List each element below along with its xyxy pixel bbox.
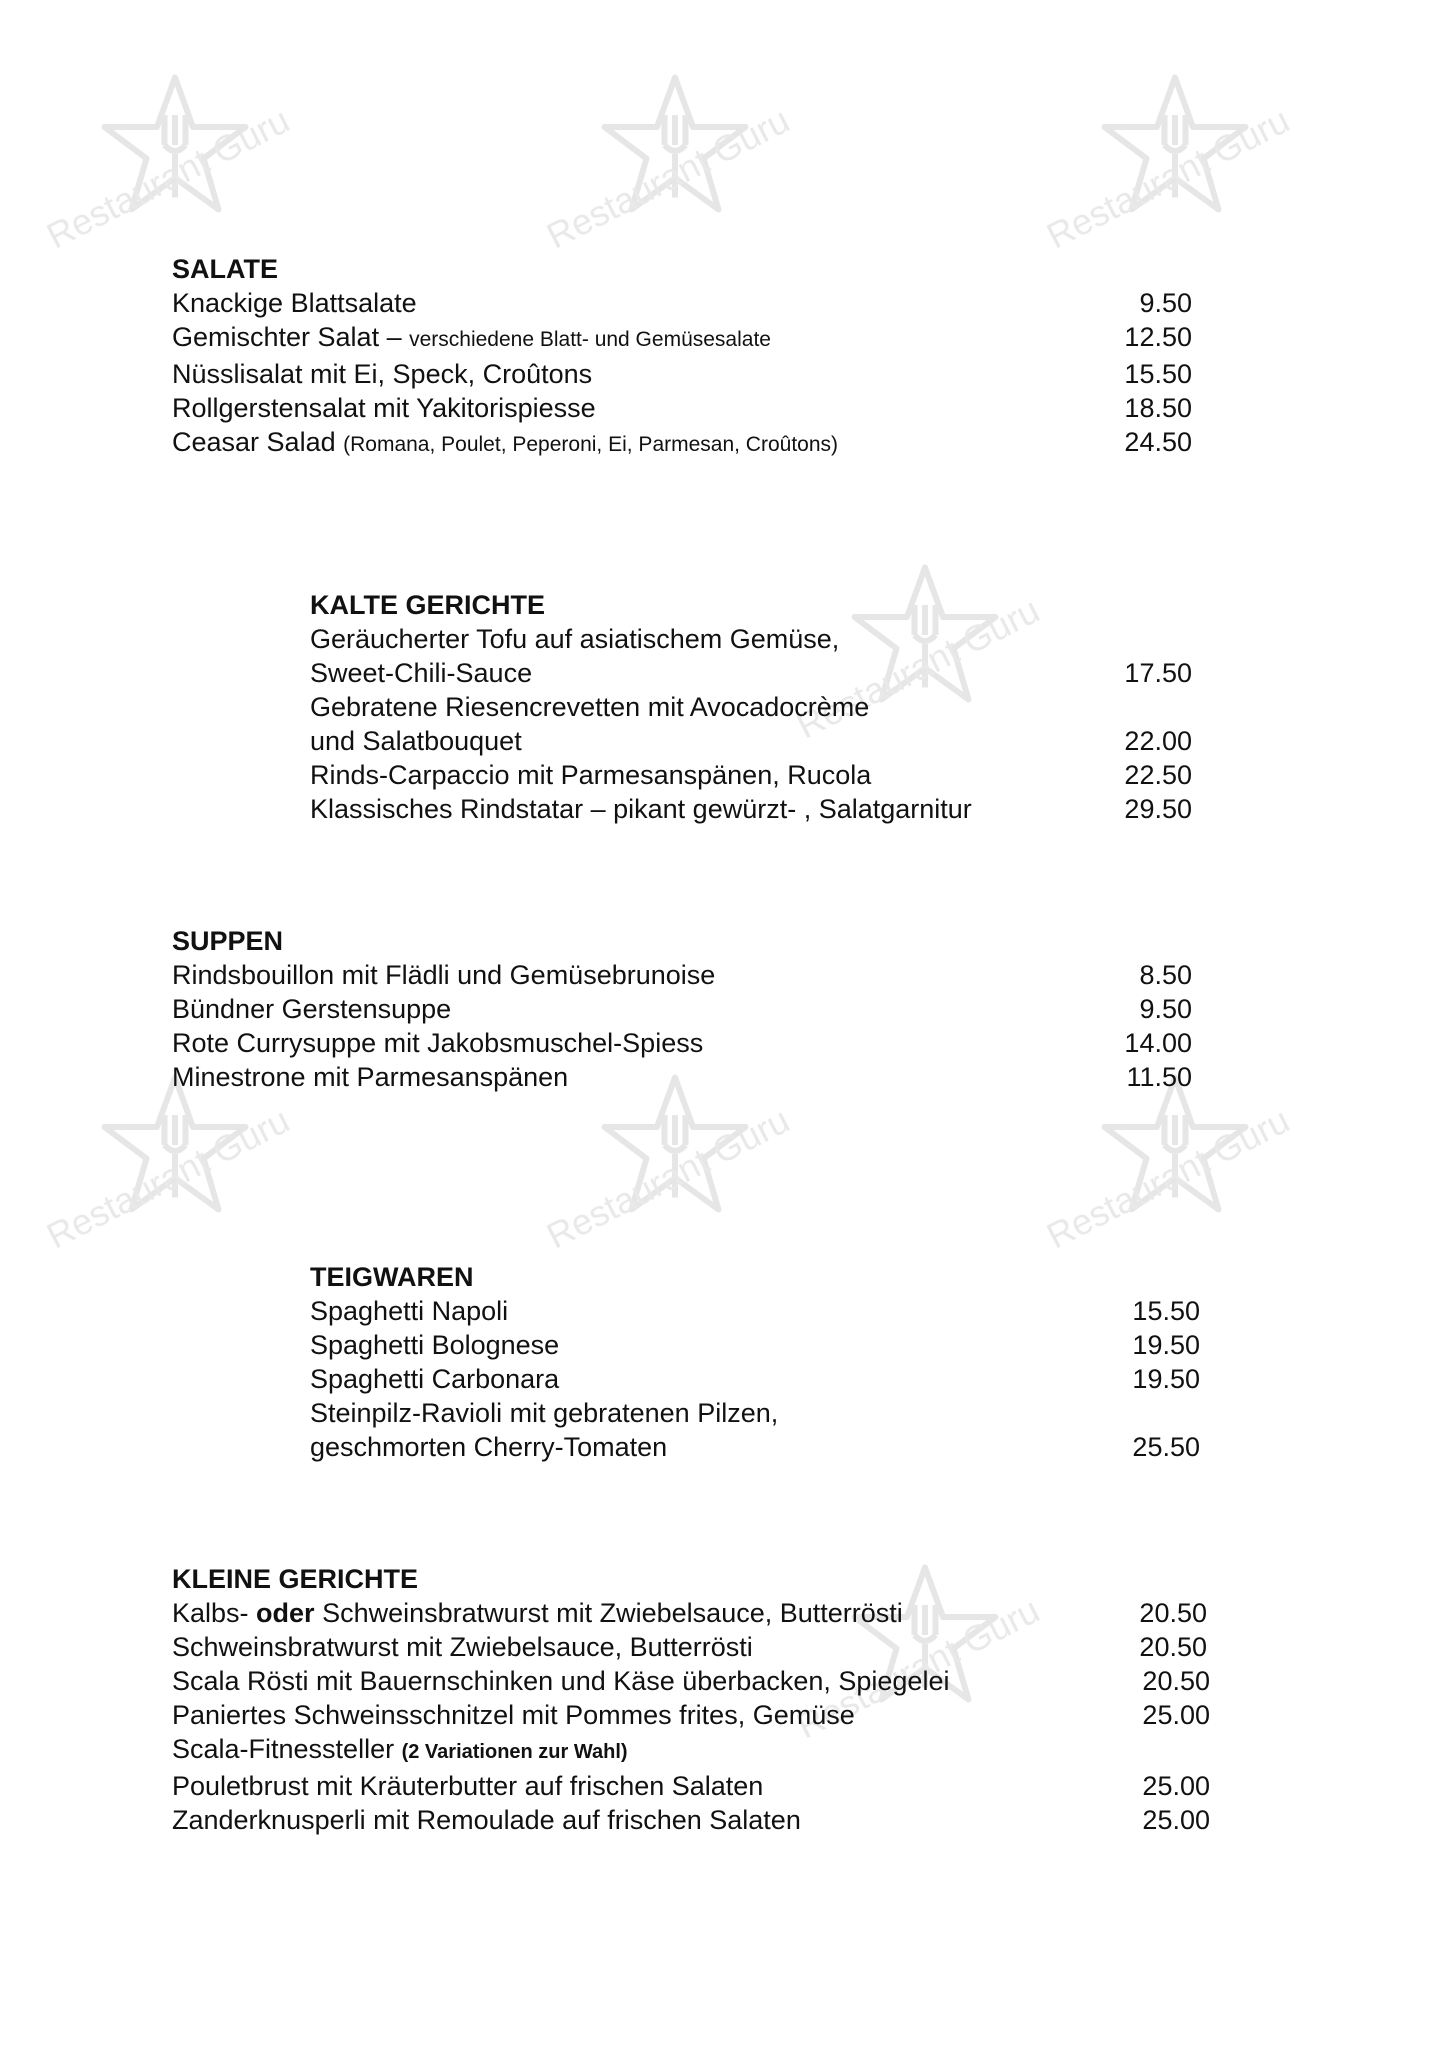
- item-name: Rollgerstensalat mit Yakitorispiesse: [172, 393, 596, 423]
- section-kleine-gerichte: [172, 1562, 1232, 1837]
- item-price: 24.50: [1124, 427, 1192, 457]
- item-price: 8.50: [1139, 960, 1192, 990]
- watermark: Restaurant Guru: [540, 1070, 800, 1330]
- item-price: 25.00: [1142, 1805, 1210, 1835]
- item-price: 22.00: [1124, 726, 1192, 756]
- section-title: SUPPEN: [172, 926, 284, 956]
- item-name: Geräucherter Tofu auf asiatischem Gemüse,: [310, 624, 840, 654]
- item-name: Knackige Blattsalate: [172, 288, 417, 318]
- item-name: Sweet-Chili-Sauce: [310, 658, 533, 688]
- item-name: Spaghetti Napoli: [310, 1296, 509, 1326]
- item-price: 9.50: [1139, 994, 1192, 1024]
- item-price: 19.50: [1132, 1330, 1200, 1360]
- item-name: Scala Rösti mit Bauernschinken und Käse überbacken, Spiegelei: [172, 1666, 950, 1696]
- menu-item: [172, 1698, 1232, 1732]
- menu-item: [172, 1630, 1232, 1664]
- item-note: (Romana, Poulet, Peperoni, Ei, Parmesan, Croûtons): [343, 433, 839, 456]
- watermark: Restaurant Guru: [1040, 1070, 1300, 1330]
- section-title: TEIGWAREN: [310, 1262, 474, 1292]
- watermark: Restaurant Guru: [790, 560, 1050, 820]
- menu-line: [310, 690, 1210, 724]
- menu-item: [172, 320, 1212, 357]
- menu-item: [172, 992, 1212, 1026]
- item-name: Nüsslisalat mit Ei, Speck, Croûtons: [172, 359, 593, 389]
- section-teigwaren: [310, 1260, 1210, 1464]
- item-name: Minestrone mit Parmesanspänen: [172, 1062, 569, 1092]
- watermark: Restaurant Guru: [1040, 70, 1300, 330]
- item-price: 14.00: [1124, 1028, 1192, 1058]
- watermark: Restaurant Guru: [540, 70, 800, 330]
- star-fork-icon: [1100, 70, 1250, 220]
- item-price: 20.50: [1142, 1666, 1210, 1696]
- watermark: Restaurant Guru: [40, 1070, 300, 1330]
- menu-line: [310, 792, 1210, 826]
- menu-item: [172, 1803, 1232, 1837]
- section-kalte-gerichte: [310, 588, 1210, 826]
- item-note: (2 Variationen zur Wahl): [401, 1741, 628, 1763]
- item-note: verschiedene Blatt- und Gemüsesalate: [409, 328, 771, 351]
- item-name: Spaghetti Carbonara: [310, 1364, 560, 1394]
- item-price: 18.50: [1124, 393, 1192, 423]
- item-price: 25.50: [1132, 1432, 1200, 1462]
- item-name: geschmorten Cherry-Tomaten: [310, 1432, 668, 1462]
- item-name-a: Kalbs-: [172, 1598, 257, 1628]
- menu-item: [172, 357, 1212, 391]
- item-name: Steinpilz-Ravioli mit gebratenen Pilzen,: [310, 1398, 779, 1428]
- item-price: 25.00: [1142, 1700, 1210, 1730]
- item-name: Spaghetti Bolognese: [310, 1330, 560, 1360]
- item-name-c: Schweinsbratwurst mit Zwiebelsauce, Butterrösti: [314, 1598, 903, 1628]
- section-title: KALTE GERICHTE: [310, 590, 545, 620]
- item-price: 20.50: [1139, 1632, 1207, 1662]
- menu-line: [310, 1430, 1210, 1464]
- menu-item: [172, 958, 1212, 992]
- item-price: 20.50: [1139, 1598, 1207, 1628]
- item-name: Schweinsbratwurst mit Zwiebelsauce, Butterrösti: [172, 1632, 753, 1662]
- item-name-or: oder: [256, 1598, 315, 1628]
- item-price: 11.50: [1126, 1062, 1192, 1092]
- item-name: Bündner Gerstensuppe: [172, 994, 452, 1024]
- star-fork-icon: [100, 70, 250, 220]
- item-name: Scala-Fitnessteller: [172, 1734, 402, 1764]
- item-name: Pouletbrust mit Kräuterbutter auf frischen Salaten: [172, 1771, 764, 1801]
- item-price: 25.00: [1142, 1771, 1210, 1801]
- menu-item: [172, 425, 1212, 462]
- section-title: KLEINE GERICHTE: [172, 1564, 419, 1594]
- menu-line: [310, 656, 1210, 690]
- menu-item: [172, 286, 1212, 320]
- item-name: Rindsbouillon mit Flädli und Gemüsebrunoise: [172, 960, 716, 990]
- star-fork-icon: [600, 70, 750, 220]
- item-name: Ceasar Salad: [172, 427, 344, 457]
- item-price: 19.50: [1132, 1364, 1200, 1394]
- menu-line: [310, 1328, 1210, 1362]
- item-price: 17.50: [1124, 658, 1192, 688]
- menu-item: [172, 1596, 1232, 1630]
- menu-line: [310, 1396, 1210, 1430]
- item-price: 22.50: [1124, 760, 1192, 790]
- item-name: Gemischter Salat –: [172, 322, 410, 352]
- item-name: Paniertes Schweinsschnitzel mit Pommes frites, Gemüse: [172, 1700, 855, 1730]
- item-name: Zanderknusperli mit Remoulade auf frischen Salaten: [172, 1805, 801, 1835]
- item-price: 29.50: [1124, 794, 1192, 824]
- section-salate: [172, 252, 1212, 462]
- menu-line: [310, 758, 1210, 792]
- menu-item: [172, 1732, 1232, 1769]
- menu-item: [172, 1769, 1232, 1803]
- item-name: und Salatbouquet: [310, 726, 522, 756]
- item-price: 15.50: [1124, 359, 1192, 389]
- watermark: Restaurant Guru: [40, 70, 300, 330]
- menu-line: [310, 1294, 1210, 1328]
- menu-item: [172, 1060, 1212, 1094]
- menu-line: [310, 1362, 1210, 1396]
- menu-item: [172, 1664, 1232, 1698]
- menu-line: [310, 622, 1210, 656]
- section-suppen: [172, 924, 1212, 1094]
- item-name: Rote Currysuppe mit Jakobsmuschel-Spiess: [172, 1028, 704, 1058]
- item-price: 9.50: [1139, 288, 1192, 318]
- menu-line: [310, 724, 1210, 758]
- item-name: Gebratene Riesencrevetten mit Avocadocrème: [310, 692, 870, 722]
- watermark: Restaurant Guru: [790, 1560, 1050, 1820]
- item-name: Klassisches Rindstatar – pikant gewürzt- , Salatgarnitur: [310, 794, 972, 824]
- menu-item: [172, 391, 1212, 425]
- item-price: 15.50: [1132, 1296, 1200, 1326]
- item-name: Rinds-Carpaccio mit Parmesanspänen, Rucola: [310, 760, 872, 790]
- section-title: SALATE: [172, 254, 278, 284]
- item-price: 12.50: [1124, 322, 1192, 352]
- menu-item: [172, 1026, 1212, 1060]
